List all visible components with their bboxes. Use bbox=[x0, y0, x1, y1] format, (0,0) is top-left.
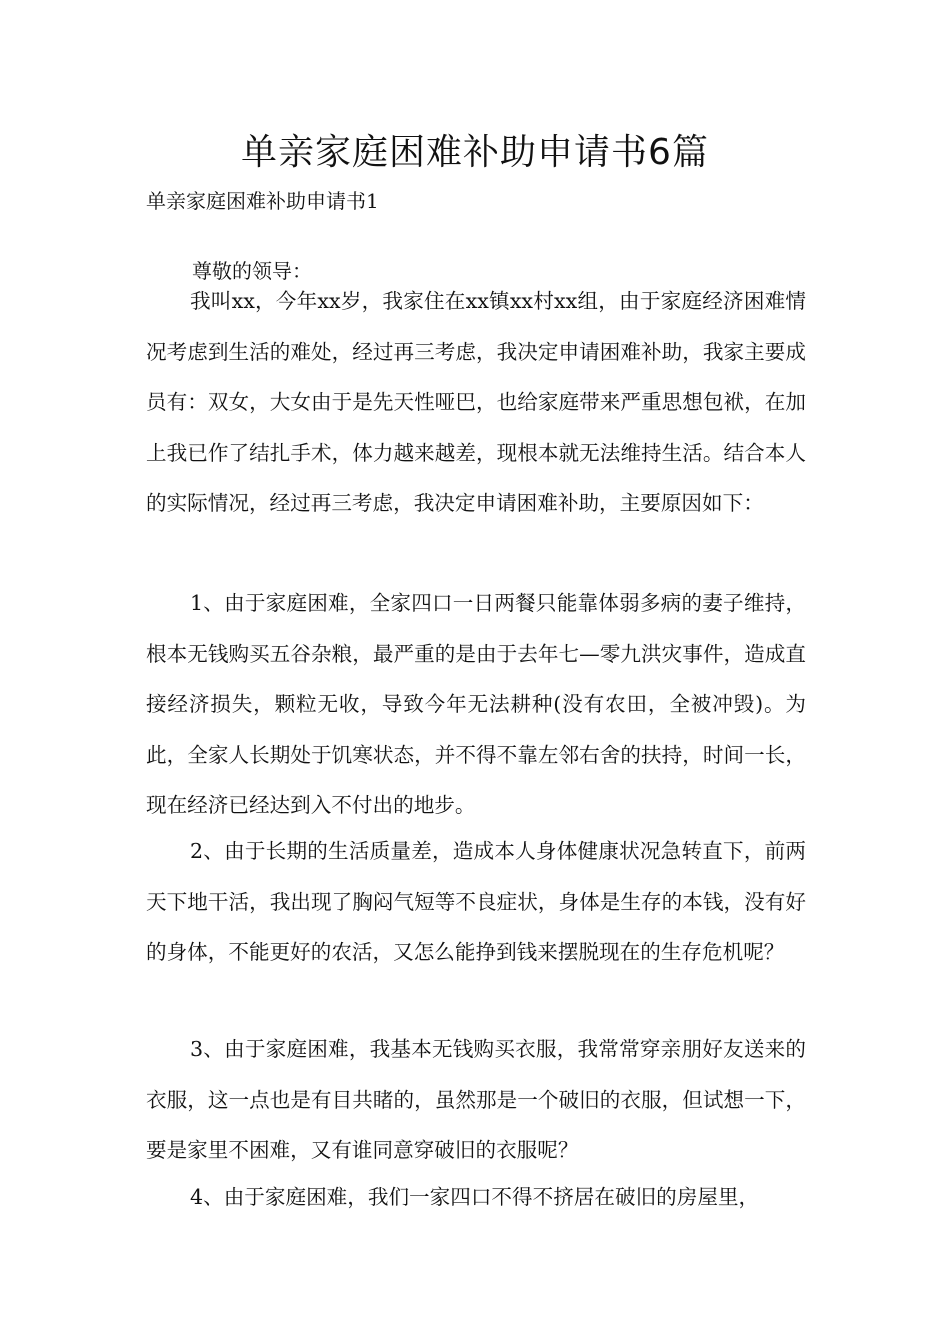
body-paragraph: 1、由于家庭困难，全家四口一日两餐只能靠体弱多病的妻子维持，根本无钱购买五谷杂粮，最严重的是由于去年七—零九洪灾事件，造成直接经济损失，颗粒无收，导致今年无法耕种(没有农田，全被冲毁)。为此，全家人长期处于饥寒状态，并不得不靠左邻右舍的扶持，时间一长，现在经济已经达到入不付出的地步。 bbox=[146, 591, 806, 817]
document-title: 单亲家庭困难补助申请书6篇 bbox=[241, 132, 709, 173]
body-paragraph: 2、由于长期的生活质量差，造成本人身体健康状况急转直下，前两天下地干活，我出现了胸闷气短等不良症状，身体是生存的本钱，没有好的身体，不能更好的农活，又怎么能挣到钱来摆脱现在的生存危机呢？ bbox=[146, 839, 806, 964]
greeting-line: 尊敬的领导： bbox=[192, 259, 312, 283]
document-subtitle: 单亲家庭困难补助申请书1 bbox=[146, 189, 379, 213]
body-paragraph: 4、由于家庭困难，我们一家四口不得不挤居在破旧的房屋里， bbox=[190, 1185, 760, 1209]
body-paragraph: 我叫xx，今年xx岁，我家住在xx镇xx村xx组，由于家庭经济困难情况考虑到生活的难处，经过再三考虑，我决定申请困难补助，我家主要成员有：双女，大女由于是先天性哑巴，也给家庭带来严重思想包袱，在加上我已作了结扎手术，体力越来越差，现根本就无法维持生活。结合本人的实际情况，经过再三考虑，我决定申请困难补助，主要原因如下： bbox=[146, 289, 806, 515]
body-paragraph: 3、由于家庭困难，我基本无钱购买衣服，我常常穿亲朋好友送来的衣服，这一点也是有目共睹的，虽然那是一个破旧的衣服，但试想一下，要是家里不困难，又有谁同意穿破旧的衣服呢？ bbox=[146, 1037, 806, 1162]
